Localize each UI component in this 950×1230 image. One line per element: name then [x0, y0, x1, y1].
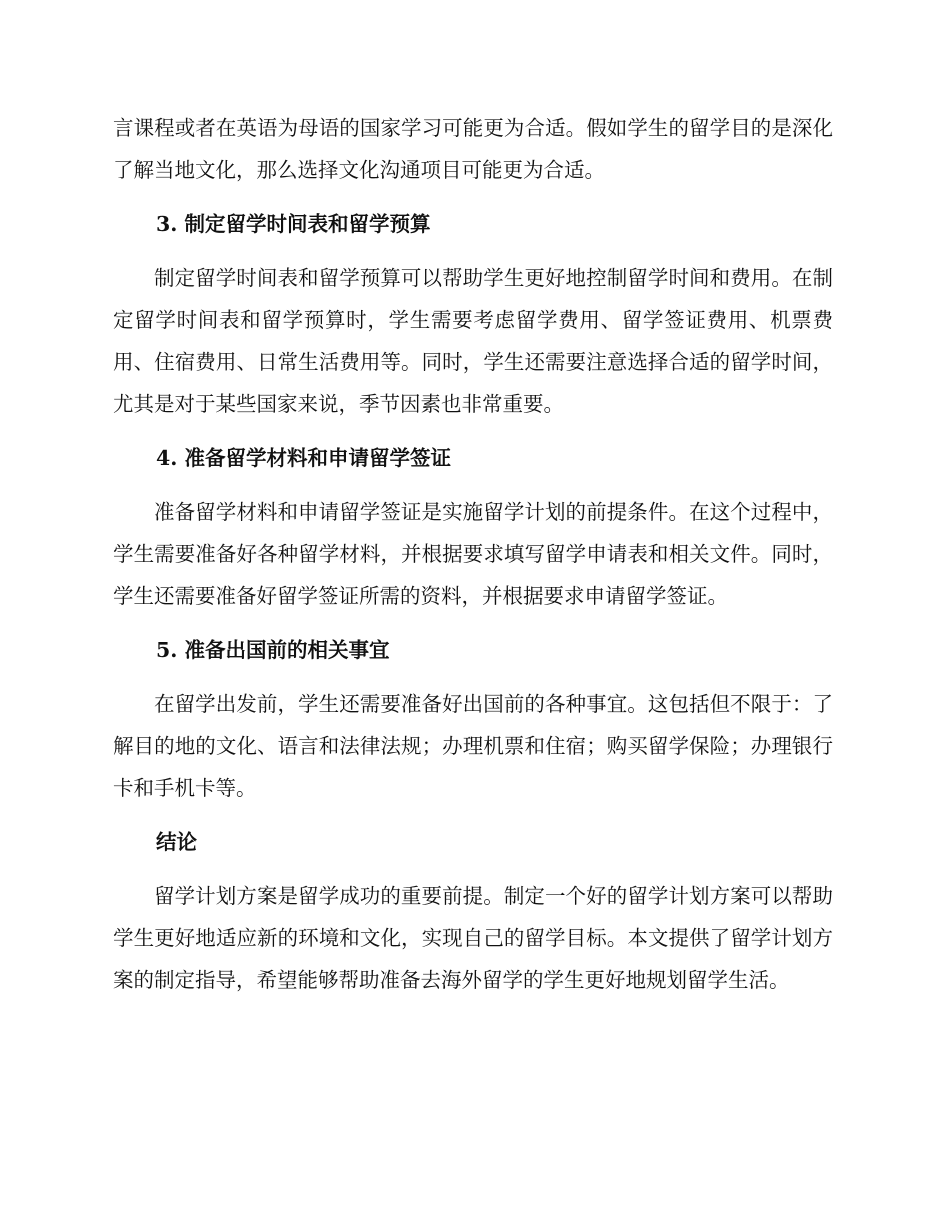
conclusion-heading: 结论 — [156, 830, 197, 854]
paragraph-conclusion: 留学计划方案是留学成功的重要前提。制定一个好的留学计划方案可以帮助学生更好地适应新的环境和文化，实现自己的留学目标。本文提供了留学计划方案的制定指导，希望能够帮助准备去海外留学的学生更好地规划留学生活。 — [113, 884, 833, 992]
section-heading-3: 3. 制定留学时间表和留学预算 — [156, 212, 431, 236]
paragraph-section-3: 制定留学时间表和留学预算可以帮助学生更好地控制留学时间和费用。在制定留学时间表和留学预算时，学生需要考虑留学费用、留学签证费用、机票费用、住宿费用、日常生活费用等。同时，学生还需要注意选择合适的留学时间，尤其是对于某些国家来说，季节因素也非常重要。 — [113, 266, 833, 416]
paragraph-section-4: 准备留学材料和申请留学签证是实施留学计划的前提条件。在这个过程中，学生需要准备好各种留学材料，并根据要求填写留学申请表和相关文件。同时，学生还需要准备好留学签证所需的资料，并根据要求申请留学签证。 — [113, 500, 833, 608]
paragraph-section-5: 在留学出发前，学生还需要准备好出国前的各种事宜。这包括但不限于：了解目的地的文化、语言和法律法规；办理机票和住宿；购买留学保险；办理银行卡和手机卡等。 — [113, 692, 833, 800]
section-heading-5: 5. 准备出国前的相关事宜 — [156, 638, 390, 662]
paragraph-continued: 言课程或者在英语为母语的国家学习可能更为合适。假如学生的留学目的是深化了解当地文化，那么选择文化沟通项目可能更为合适。 — [113, 116, 833, 182]
section-heading-4: 4. 准备留学材料和申请留学签证 — [156, 446, 452, 470]
document-body — [113, 107, 833, 1001]
